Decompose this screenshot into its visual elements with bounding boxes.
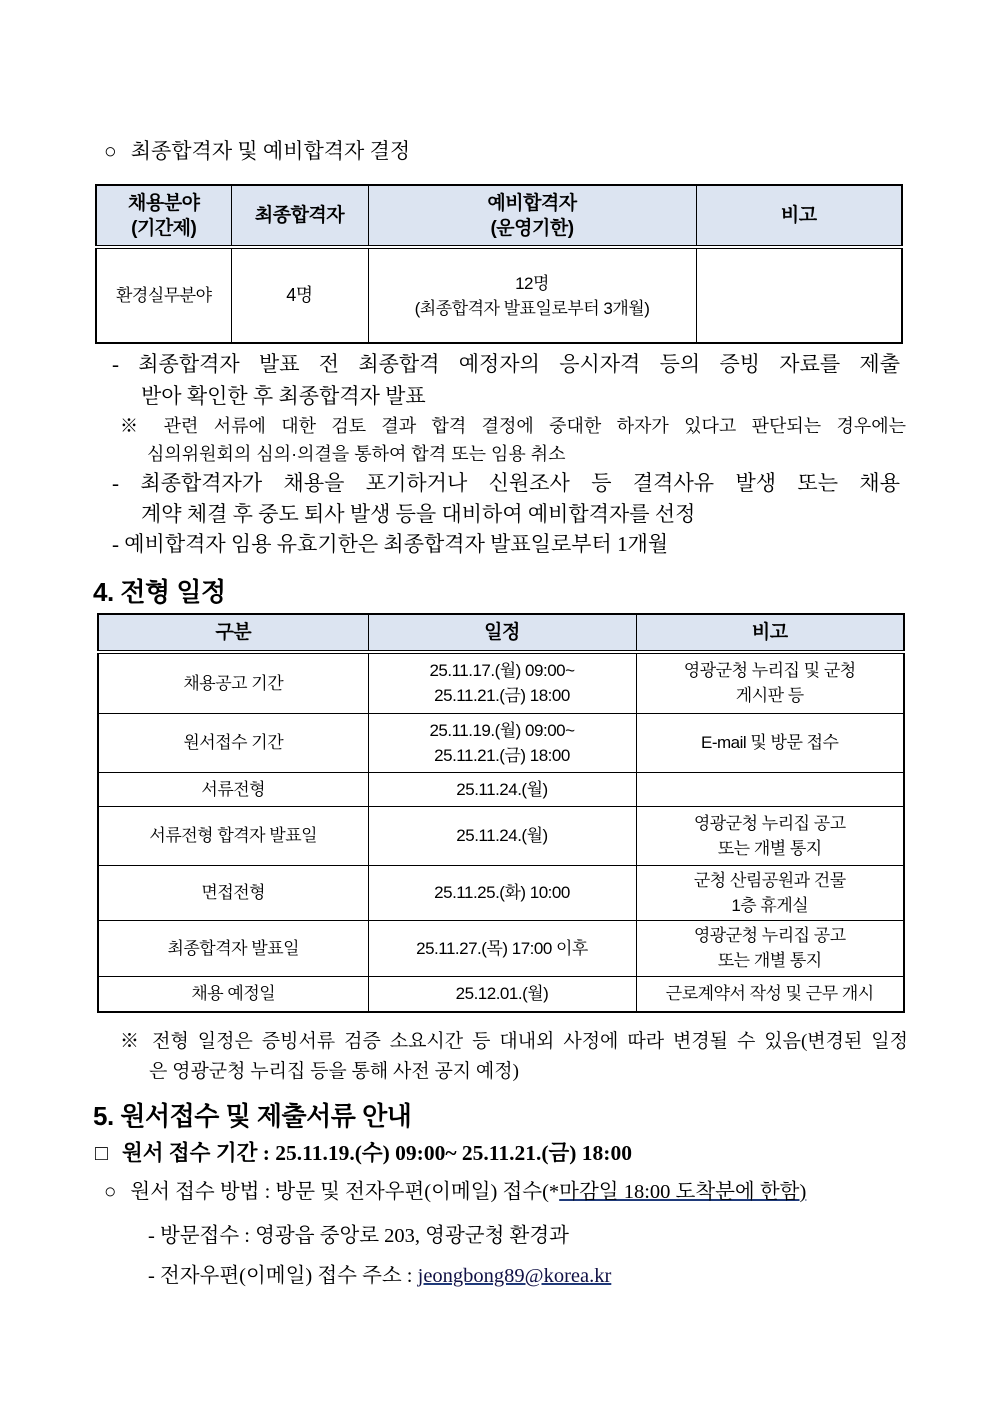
cell-category: 환경실무분야 [96, 247, 231, 343]
cell-label: 원서접수 기간 [98, 713, 368, 772]
result-table-row [96, 247, 902, 343]
cell-reserve: 12명 (최종합격자 발표일로부터 3개월) [368, 247, 696, 343]
schedule-row [98, 772, 904, 806]
note-dash3: - 예비합격자 임용 유효기한은 최종합격자 발표일로부터 1개월 [112, 532, 669, 556]
decision-heading [104, 136, 410, 166]
cell-schedule: 25.11.24.(월) [368, 806, 636, 865]
header-reserve: 예비합격자 (운영기한) [368, 185, 696, 247]
schedule-row [98, 806, 904, 865]
circle-bullet-icon: ○ [104, 139, 117, 163]
cell-label: 최종합격자 발표일 [98, 920, 368, 976]
decision-heading-text: 최종합격자 및 예비합격자 결정 [130, 139, 411, 163]
schedule-row [98, 713, 904, 772]
note-dash2-line2: 계약 체결 후 중도 퇴사 발생 등을 대비하여 예비합격자를 선정 [141, 502, 696, 526]
cell-label: 서류전형 [98, 772, 368, 806]
schedule-row [98, 920, 904, 976]
cell-note: 영광군청 누리집 공고 또는 개별 통지 [636, 920, 904, 976]
cell-schedule: 25.11.27.(목) 17:00 이후 [368, 920, 636, 976]
header-gubun: 구분 [98, 614, 368, 652]
header-bigo: 비고 [636, 614, 904, 652]
cell-schedule: 25.11.25.(화) 10:00 [368, 865, 636, 920]
email-address-link[interactable]: jeongbong89@korea.kr [417, 1265, 612, 1287]
note-ref1-line2: 심의위원회의 심의·의결을 통하여 합격 또는 임용 취소 [147, 444, 566, 464]
application-period-line [95, 1138, 632, 1168]
schedule-header-row [98, 614, 904, 652]
cell-note: E-mail 및 방문 접수 [636, 713, 904, 772]
result-table [95, 184, 903, 344]
cell-schedule: 25.11.17.(월) 09:00~ 25.11.21.(금) 18:00 [368, 652, 636, 713]
header-final: 최종합격자 [231, 185, 368, 247]
application-period-text: 원서 접수 기간 : 25.11.19.(수) 09:00~ 25.11.21.(금) 18:00 [122, 1141, 632, 1165]
cell-schedule: 25.11.19.(월) 09:00~ 25.11.21.(금) 18:00 [368, 713, 636, 772]
cell-note: 영광군청 누리집 공고 또는 개별 통지 [636, 806, 904, 865]
note-dash2-line1: - 최종합격자가 채용을 포기하거나 신원조사 등 결격사유 발생 또는 채용 [112, 471, 900, 495]
cell-label: 채용공고 기간 [98, 652, 368, 713]
cell-schedule: 25.11.24.(월) [368, 772, 636, 806]
cell-label: 채용 예정일 [98, 976, 368, 1012]
cell-note: 군청 산림공원과 건물 1층 휴게실 [636, 865, 904, 920]
cell-schedule: 25.12.01.(월) [368, 976, 636, 1012]
application-method-line [104, 1177, 806, 1207]
header-iljeong: 일정 [368, 614, 636, 652]
note-dash1-line2: 받아 확인한 후 최종합격자 발표 [141, 384, 426, 408]
cell-label: 서류전형 합격자 발표일 [98, 806, 368, 865]
cell-label: 면접전형 [98, 865, 368, 920]
cell-note: 영광군청 누리집 및 군청 게시판 등 [636, 652, 904, 713]
email-reception-line [148, 1261, 611, 1291]
schedule-row [98, 652, 904, 713]
visit-reception-line: - 방문접수 : 영광읍 중앙로 203, 영광군청 환경과 [148, 1225, 569, 1247]
cell-note [636, 772, 904, 806]
square-bullet-icon: □ [95, 1141, 108, 1165]
result-table-header-row [96, 185, 902, 247]
section5-title: 5. 원서접수 및 제출서류 안내 [93, 1101, 412, 1131]
note-ref1-line1: ※ 관련 서류에 대한 검토 결과 합격 결정에 중대한 하자가 있다고 판단되는 경우에는 [120, 416, 906, 436]
email-reception-label: - 전자우편(이메일) 접수 주소 : [148, 1265, 418, 1287]
deadline-emphasis: 마감일 18:00 도착분에 한함) [559, 1181, 807, 1203]
header-category: 채용분야 (기간제) [96, 185, 231, 247]
schedule-footnote-line2: 은 영광군청 누리집 등을 통해 사전 공지 예정) [149, 1061, 519, 1082]
schedule-row [98, 865, 904, 920]
cell-note: 근로계약서 작성 및 근무 개시 [636, 976, 904, 1012]
header-remarks: 비고 [696, 185, 902, 247]
cell-final-count: 4명 [231, 247, 368, 343]
section4-title: 4. 전형 일정 [93, 577, 226, 607]
schedule-table [97, 613, 905, 1013]
cell-remarks [696, 247, 902, 343]
note-dash1-line1: - 최종합격자 발표 전 최종합격 예정자의 응시자격 등의 증빙 자료를 제출 [112, 352, 900, 376]
schedule-row [98, 976, 904, 1012]
circle-bullet-icon: ○ [104, 1181, 117, 1203]
application-method-prefix: 원서 접수 방법 : 방문 및 전자우편(이메일) 접수(* [130, 1181, 560, 1203]
schedule-footnote-line1: ※ 전형 일정은 증빙서류 검증 소요시간 등 대내외 사정에 따라 변경될 수 있음(변경된 일정 [120, 1031, 908, 1052]
